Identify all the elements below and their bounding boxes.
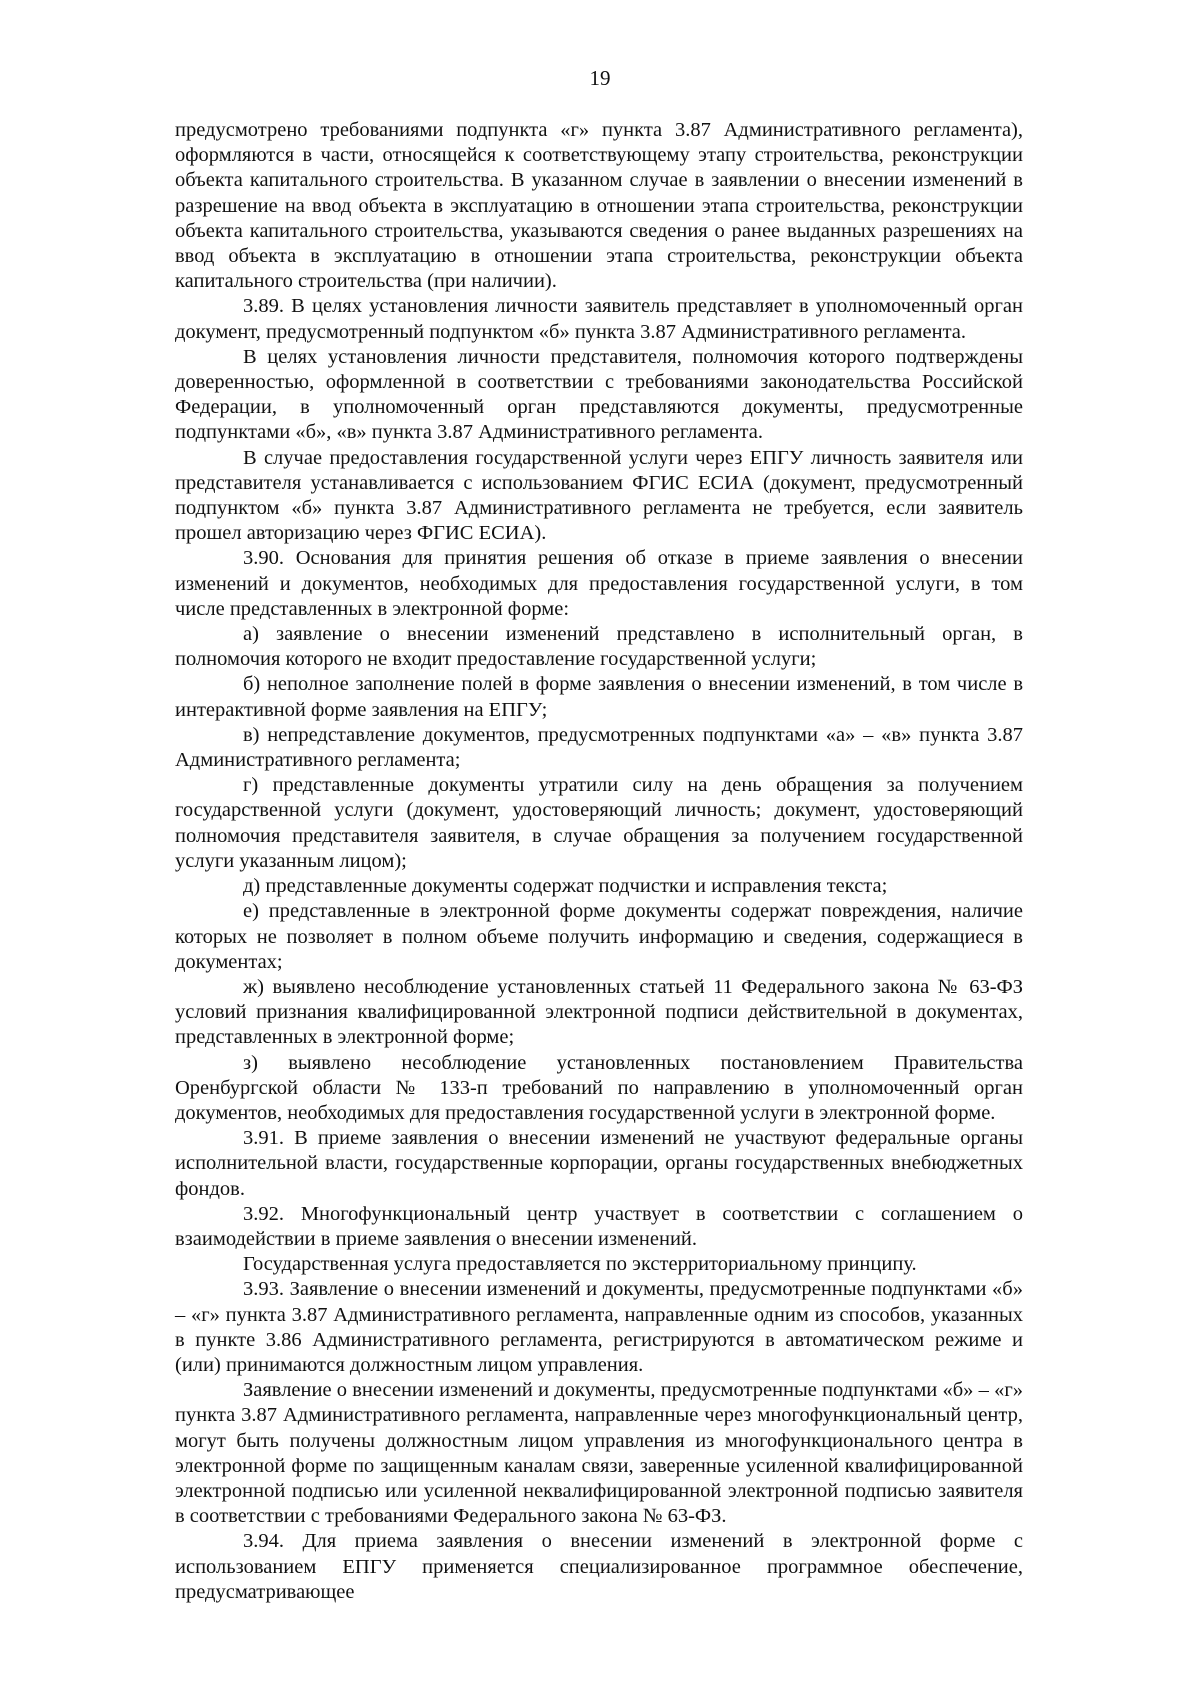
paragraph: 3.94. Для приема заявления о внесении изменений в электронной форме с использованием ЕПГУ применяется специализированное программное обеспечение, предусматривающее: [175, 1530, 1023, 1603]
list-item: д) представленные документы содержат подчистки и исправления текста;: [243, 875, 888, 898]
paragraph: 3.93. Заявление о внесении изменений и документы, предусмотренные подпунктами «б» – «г» пункта 3.87 Административного регламента, направленные одним из способов, указанных в пункте 3.86 Административного регламента, регистрируются в автоматическом режиме и (или) принимаются должностным лицом управления.: [175, 1278, 1023, 1376]
list-item: а) заявление о внесении изменений представлено в исполнительный орган, в полномочия которого не входит предоставление государственной услуги;: [175, 623, 1023, 671]
paragraph: 3.91. В приеме заявления о внесении изменений не участвуют федеральные органы исполнительной власти, государственные корпорации, органы государственных внебюджетных фондов.: [175, 1127, 1023, 1200]
paragraph: В случае предоставления государственной услуги через ЕПГУ личность заявителя или представителя устанавливается с использованием ФГИС ЕСИА (документ, предусмотренный подпунктом «б» пункта 3.87 Административного регламента не требуется, если заявитель прошел авторизацию через ФГИС ЕСИА).: [175, 446, 1023, 545]
paragraph: 3.90. Основания для принятия решения об отказе в приеме заявления о внесении изменений и документов, необходимых для предоставления государственной услуги, в том числе представленных в электронной форме:: [175, 547, 1023, 620]
list-item: б) неполное заполнение полей в форме заявления о внесении изменений, в том числе в интерактивной форме заявления на ЕПГУ;: [175, 673, 1023, 721]
list-item: ж) выявлено несоблюдение установленных статьей 11 Федерального закона № 63-ФЗ условий признания квалифицированной электронной подписи действительной в документах, представленных в электронной форме;: [175, 975, 1023, 1049]
paragraph: Государственная услуга предоставляется по экстерриториальному принципу.: [243, 1253, 917, 1276]
list-item: г) представленные документы утратили силу на день обращения за получением государственной услуги (документ, удостоверяющий личность; документ, удостоверяющий полномочия представителя заявителя, в случае обращения за получением государственной услуги указанным лицом);: [175, 774, 1023, 872]
page-number: 19: [589, 66, 611, 90]
list-item: в) непредставление документов, предусмотренных подпунктами «а» – «в» пункта 3.87 Административного регламента;: [175, 723, 1023, 772]
paragraph: Заявление о внесении изменений и документы, предусмотренные подпунктами «б» – «г» пункта 3.87 Административного регламента, направленные через многофункциональный центр, могут быть получены должностным лицом управления из многофункционального центра в электронной форме по защищенным каналам связи, заверенные усиленной квалифицированной электронной подписью или усиленной неквалифицированной электронной подписью заявителя в соответствии с требованиями Федерального закона № 63-ФЗ.: [175, 1379, 1023, 1528]
document-body: [175, 118, 1023, 1605]
paragraph: предусмотрено требованиями подпункта «г» пункта 3.87 Административного регламента), оформляются в части, относящейся к соответствующему этапу строительства, реконструкции объекта капитального строительства. В указанном случае в заявлении о внесении изменений в разрешение на ввод объекта в эксплуатацию в отношении этапа строительства, реконструкции объекта капитального строительства, указываются сведения о ранее выданных разрешениях на ввод объекта в эксплуатацию в отношении этапа строительства, реконструкции объекта капитального строительства (при наличии).: [175, 119, 1023, 293]
list-item: з) выявлено несоблюдение установленных постановлением Правительства Оренбургской области № 133-п требований по направлению в уполномоченный орган документов, необходимых для предоставления государственной услуги в электронной форме.: [175, 1051, 1023, 1124]
list-item: е) представленные в электронной форме документы содержат повреждения, наличие которых не позволяет в полном объеме получить информацию и сведения, содержащиеся в документах;: [175, 900, 1023, 973]
paragraph: 3.89. В целях установления личности заявитель представляет в уполномоченный орган документ, предусмотренный подпунктом «б» пункта 3.87 Административного регламента.: [175, 295, 1023, 343]
paragraph: В целях установления личности представителя, полномочия которого подтверждены доверенностью, оформленной в соответствии с требованиями законодательства Российской Федерации, в уполномоченный орган представляются документы, предусмотренные подпунктами «б», «в» пункта 3.87 Административного регламента.: [175, 345, 1023, 444]
paragraph: 3.92. Многофункциональный центр участвует в соответствии с соглашением о взаимодействии в приеме заявления о внесении изменений.: [175, 1202, 1023, 1250]
